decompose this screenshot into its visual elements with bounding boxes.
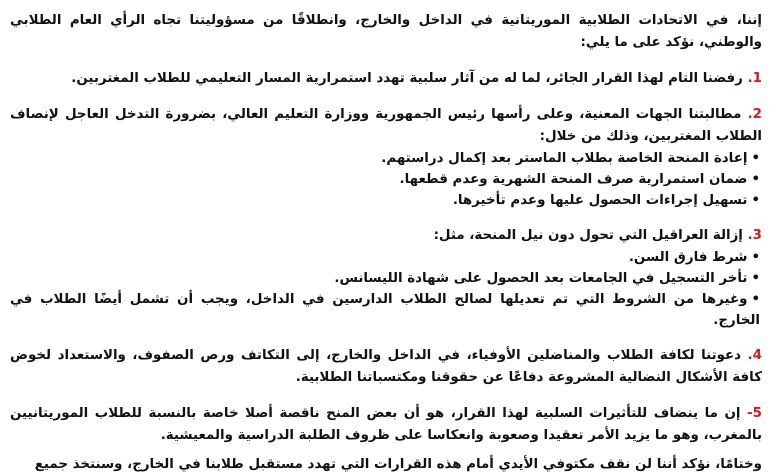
list-item: • شرط فارق السن. — [10, 247, 762, 268]
list-item: • وغيرها من الشروط التي تم تعديلها لصالح الطلاب الدارسين في الداخل، ويجب أن تشمل أيضًا الطلاب في الخارج. — [10, 289, 762, 331]
item-2-number: 2. — [747, 107, 762, 122]
item-1-text: رفضنا التام لهذا القرار الجائر، لما له من آثار سلبية تهدد استمرارية المسار التعليمي للطلاب المغتربين. — [71, 71, 743, 86]
item-4 — [10, 345, 762, 389]
item-3-number: 3. — [747, 228, 762, 243]
item-2 — [10, 104, 762, 148]
intro-paragraph: إننا، في الاتحادات الطلابية الموريتانية في الداخل والخارج، وانطلاقًا من مسؤوليتنا تجاه الرأي العام الطلابي والوطني، نؤكد على ما يلي: — [10, 13, 762, 50]
item-2-text: مطالبتنا الجهات المعنية، وعلى رأسها رئيس الجمهورية ووزارة التعليم العالي، بضرورة التدخل العاجل لإنصاف الطلاب المغتربين، وذلك من خلال: — [10, 107, 762, 144]
list-item: • تأخر التسجيل في الجامعات بعد الحصول على شهادة الليسانس. — [10, 268, 762, 289]
item-1-number: 1. — [747, 71, 762, 86]
list-item: • ضمان استمرارية صرف المنحة الشهرية وعدم قطعها. — [10, 169, 762, 190]
list-item: • تسهيل إجراءات الحصول عليها وعدم تأخيرها. — [10, 190, 762, 211]
item-1 — [10, 68, 762, 90]
item-5 — [10, 403, 762, 447]
statement-document — [10, 0, 762, 447]
item-5-text: إن ما ينضاف للتأثيرات السلبية لهذا القرار، هو أن بعض المنح ناقصة أصلا خاصة بالنسبة للطلاب الموريتانيين بالمغرب، وهو ما يزيد الأمر تعقيدا وصعوبة وانعكاسا على ظروف الطلبة الدراسية والمعيشية. — [10, 406, 762, 443]
item-4-number: 4. — [747, 348, 762, 363]
closing-paragraph: وختامًا، نؤكد أننا لن نقف مكتوفي الأيدي أمام هذه القرارات التي تهدد مستقبل طلابنا في الخارج، وسنتخذ جميع — [34, 457, 762, 472]
item-2-bullet-list — [10, 148, 762, 211]
item-5-number: 5- — [747, 406, 762, 421]
item-3-text: إزالة العراقيل التي تحول دون نيل المنحة، مثل: — [433, 228, 743, 243]
item-3-bullet-list — [10, 247, 762, 331]
list-item: • إعادة المنحة الخاصة بطلاب الماستر بعد إكمال دراستهم. — [10, 148, 762, 169]
item-4-text: دعوتنا لكافة الطلاب والمناضلين الأوفياء، في الداخل والخارج، إلى التكاتف ورص الصفوف، والاستعداد لخوض كافة الأشكال النضالية المشروعة دفاعًا عن حقوقنا ومكتسباتنا الطلابية. — [10, 348, 762, 385]
item-3 — [10, 225, 762, 247]
